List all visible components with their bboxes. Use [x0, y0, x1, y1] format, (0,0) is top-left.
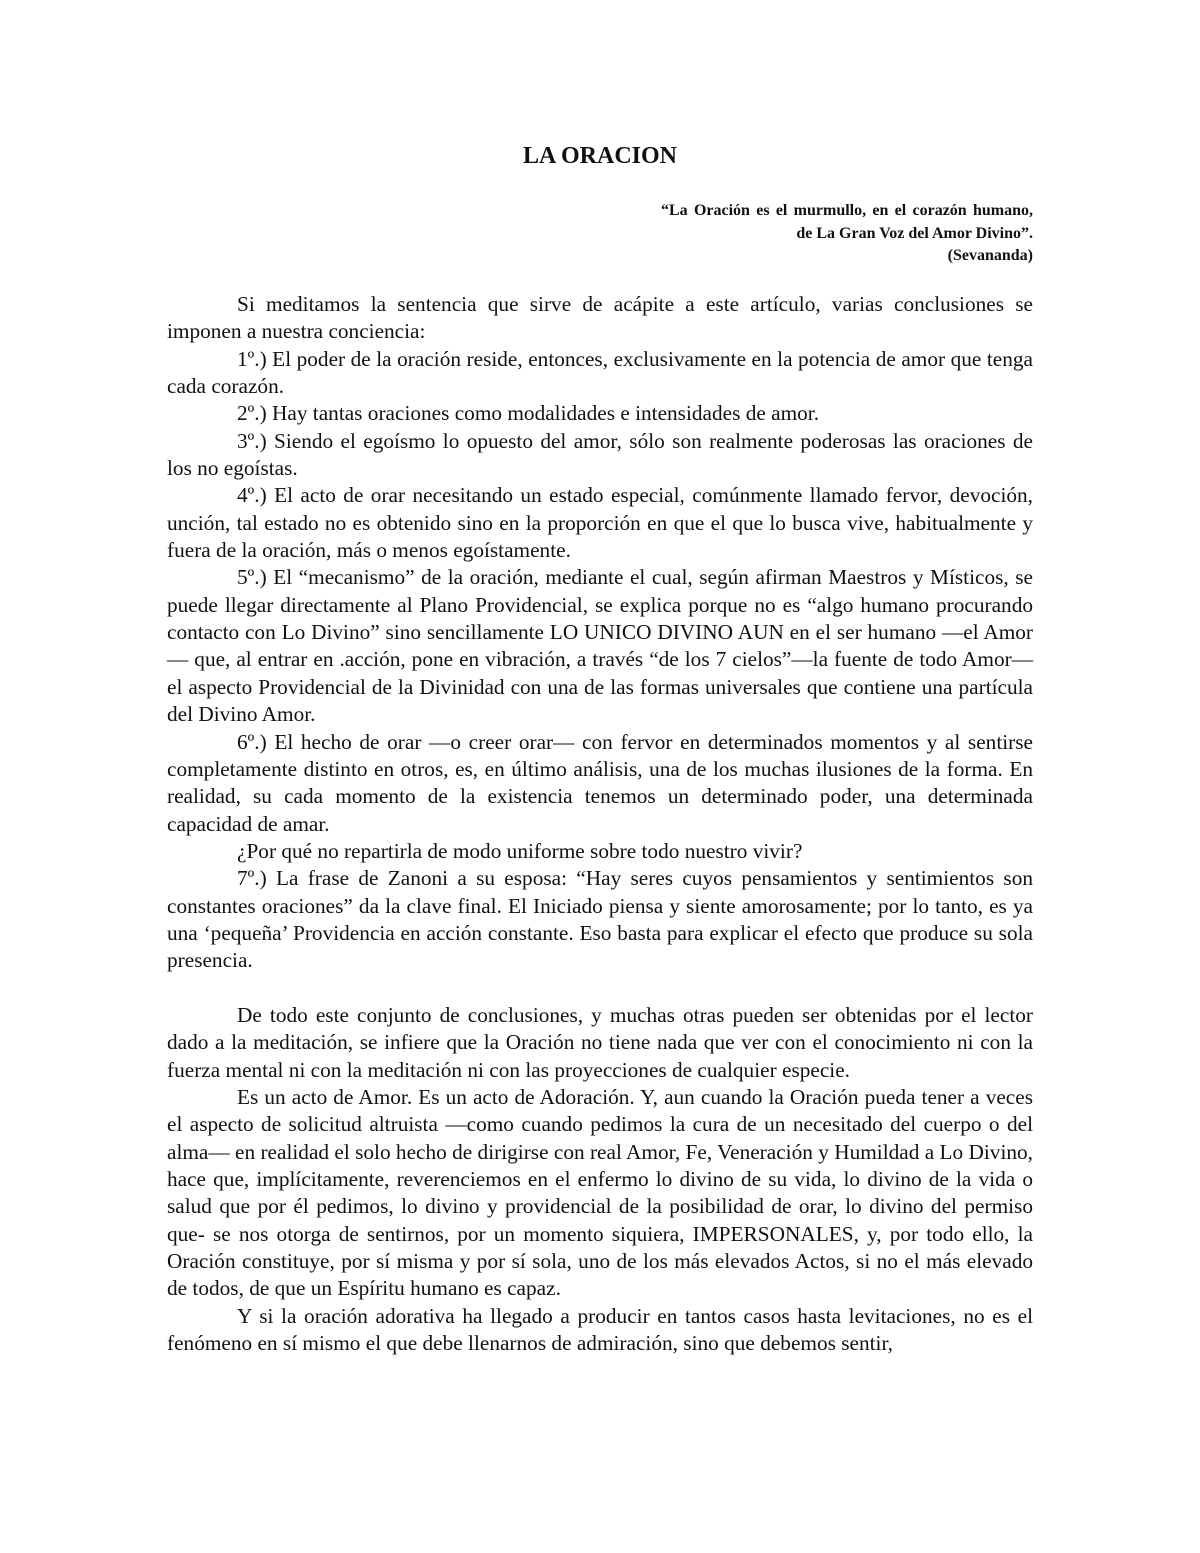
paragraph-act-of-love: Es un acto de Amor. Es un acto de Adoración. Y, aun cuando la Oración pueda tener a veces el aspecto de solicitud altruista —como cuando pedimos la cura de un necesitado del cuerpo o del alma— en realidad el solo hecho de dirigirse con real Amor, Fe, Veneración y Humildad a Lo Divino, hace que, implícitamente, reverenciemos en el enfermo lo divino de su vida, lo divino de la vida o salud que por él pedimos, lo divino y providencial de la posibilidad de orar, lo divino del permiso que- se nos otorga de sentirnos, por un momento siquiera, IMPERSONALES, y, por todo ello, la Oración constituye, por sí misma y por sí sola, uno de los más elevados Actos, si no el más elevado de todos, de que un Espíritu humano es capaz.: [167, 1084, 1033, 1301]
paragraph-point-7: 7º.) La frase de Zanoni a su esposa: “Hay seres cuyos pensamientos y sentimientos son constantes oraciones” da la clave final. El Iniciado piensa y siente amorosamente; por lo tanto, es ya una ‘pequeña’ Providencia en acción constante. Eso basta para explicar el efecto que produce su sola presencia.: [167, 866, 1033, 973]
paragraph-question: ¿Por qué no repartirla de modo uniforme sobre todo nuestro vivir?: [237, 838, 803, 863]
paragraph-intro: Si meditamos la sentencia que sirve de acápite a este artículo, varias conclusiones se imponen a nuestra conciencia:: [167, 292, 1033, 344]
paragraph-point-3: 3º.) Siendo el egoísmo lo opuesto del amor, sólo son realmente poderosas las oraciones de los no egoístas.: [167, 428, 1033, 481]
epigraph-source: (Sevananda): [947, 247, 1033, 264]
paragraph-levitation: Y si la oración adorativa ha llegado a producir en tantos casos hasta levitaciones, no es el fenómeno en sí mismo el que debe llenarnos de admiración, sino que debemos sentir,: [167, 1303, 1033, 1356]
epigraph-quote: “La Oración es el murmullo, en el corazón humano, de La Gran Voz del Amor Divino”.: [661, 202, 1033, 242]
paragraph-point-1: 1º.) El poder de la oración reside, entonces, exclusivamente en la potencia de amor que tenga cada corazón.: [167, 346, 1033, 399]
paragraph-point-5: 5º.) El “mecanismo” de la oración, mediante el cual, según afirman Maestros y Místicos, se puede llegar directamente al Plano Providencial, se explica porque no es “algo humano procurando contacto con Lo Divino” sino sencillamente LO UNICO DIVINO AUN en el ser humano —el Amor— que, al entrar en .acción, pone en vibración, a través “de los 7 cielos”—la fuente de todo Amor— el aspecto Providencial de la Divinidad con una de las formas universales que contiene una partícula del Divino Amor.: [167, 565, 1033, 727]
epigraph: [661, 200, 1033, 268]
paragraph-point-4: 4º.) El acto de orar necesitando un estado especial, comúnmente llamado fervor, devoción, unción, tal estado no es obtenido sino en la proporción en que el que lo busca vive, habitualmente y fuera de la oración, más o menos egoístamente.: [167, 483, 1033, 563]
paragraph-point-2: 2º.) Hay tantas oraciones como modalidades e intensidades de amor.: [237, 401, 820, 426]
paragraph-conclusion: De todo este conjunto de conclusiones, y muchas otras pueden ser obtenidas por el lector dado a la meditación, se infiere que la Oración no tiene nada que ver con el conocimiento ni con la fuerza mental ni con la meditación ni con las proyecciones de cualquier especie.: [167, 1002, 1033, 1082]
document-title: LA ORACION: [522, 143, 678, 169]
paragraph-spacer: [167, 975, 1033, 1002]
paragraph-point-6: 6º.) El hecho de orar —o creer orar— con fervor en determinados momentos y al sentirse completamente distinto en otros, es, en último análisis, una de los muchas ilusiones de la forma. En realidad, su cada momento de la existencia tenemos un determinado poder, una determinada capacidad de amar.: [167, 729, 1033, 836]
document-body: [167, 291, 1033, 1357]
